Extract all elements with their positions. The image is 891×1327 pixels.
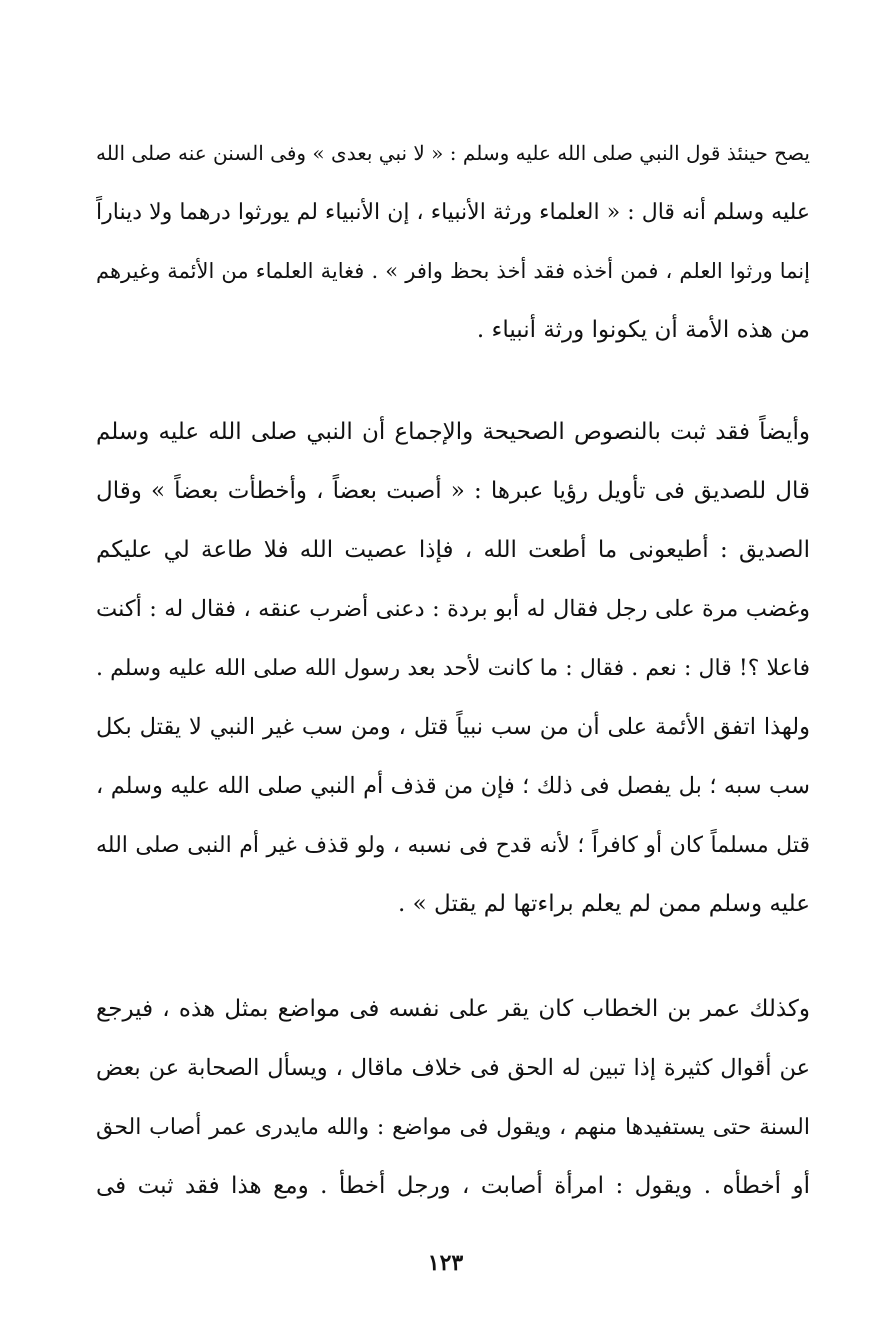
- paragraph-1: [96, 124, 810, 360]
- text-line: إنما ورثوا العلم ، فمن أخذه فقد أخذ بحظ وافر » . فغاية العلماء من الأئمة وغيرهم: [96, 259, 810, 283]
- text-line: الصديق : أطيعونى ما أطعت الله ، فإذا عصيت الله فلا طاعة لي عليكم: [96, 537, 810, 563]
- text-line: من هذه الأمة أن يكونوا ورثة أنبياء .: [476, 317, 810, 343]
- text-line: وكذلك عمر بن الخطاب كان يقر على نفسه فى مواضع بمثل هذه ، فيرجع: [96, 996, 810, 1022]
- text-line: السنة حتى يستفيدها منهم ، ويقول فى مواضع : والله مايدرى عمر أصاب الحق: [96, 1115, 810, 1140]
- text-line: عليه وسلم أنه قال : « العلماء ورثة الأنبياء ، إن الأنبياء لم يورثوا درهما ولا ديناراً: [96, 200, 810, 225]
- text-line: سب سبه ؛ بل يفصل فى ذلك ؛ فإن من قذف أم النبي صلى الله عليه وسلم ،: [96, 773, 810, 799]
- text-line: ولهذا اتفق الأئمة على أن من سب نبياً قتل ، ومن سب غير النبي لا يقتل بكل: [96, 714, 810, 740]
- text-line: فاعلا ؟! قال : نعم . فقال : ما كانت لأحد بعد رسول الله صلى الله عليه وسلم .: [96, 656, 810, 681]
- paragraph-2: [96, 403, 810, 934]
- text-line: وأيضاً فقد ثبت بالنصوص الصحيحة والإجماع أن النبي صلى الله عليه وسلم: [96, 419, 810, 445]
- text-line: قال للصديق فى تأويل رؤيا عبرها : « أصبت بعضاً ، وأخطأت بعضاً » وقال: [96, 478, 810, 504]
- text-line: عليه وسلم ممن لم يعلم براءتها لم يقتل » .: [398, 891, 810, 917]
- page-number: ١٢٣: [427, 1250, 464, 1276]
- text-line: أو أخطأه . ويقول : امرأة أصابت ، ورجل أخطأ . ومع هذا فقد ثبت فى: [96, 1173, 810, 1199]
- text-line: قتل مسلماً كان أو كافراً ؛ لأنه قدح فى نسبه ، ولو قذف غير أم النبى صلى الله: [96, 833, 810, 858]
- paragraph-3: [96, 980, 810, 1216]
- text-line: وغضب مرة على رجل فقال له أبو بردة : دعنى أضرب عنقه ، فقال له : أكنت: [96, 596, 810, 622]
- text-line: عن أقوال كثيرة إذا تبين له الحق فى خلاف ماقال ، ويسأل الصحابة عن بعض: [96, 1055, 810, 1081]
- text-line: يصح حينئذ قول النبي صلى الله عليه وسلم : « لا نبي بعدى » وفى السنن عنه صلى الله: [96, 141, 810, 165]
